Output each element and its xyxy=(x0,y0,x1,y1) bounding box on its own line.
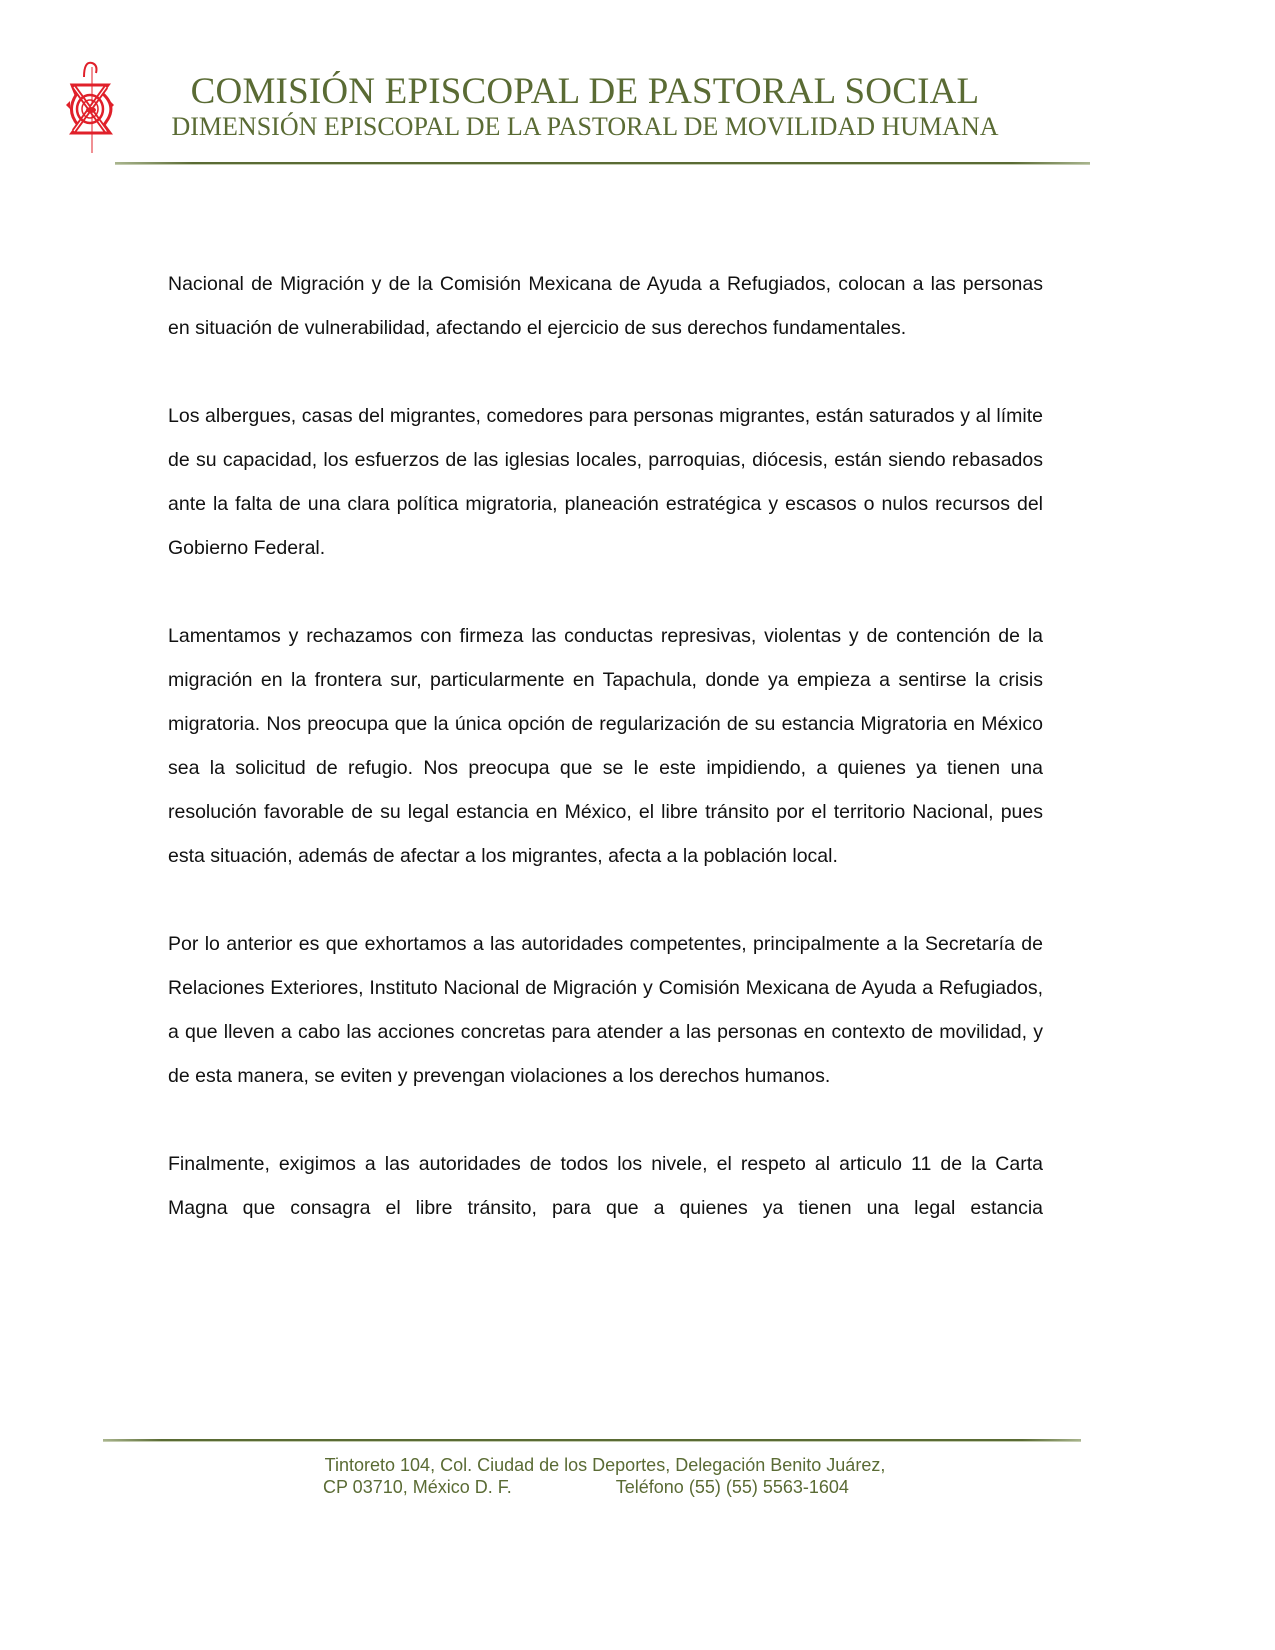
paragraph: Finalmente, exigimos a las autoridades de todos los nivele, el respeto al articulo 11 de la Carta Magna que consagra el libre tránsito, para que a quienes ya tienen una legal estancia xyxy=(168,1153,1043,1219)
footer-divider xyxy=(103,1439,1081,1442)
footer-line2 xyxy=(250,1476,950,1498)
header-divider xyxy=(115,162,1090,165)
paragraph: Por lo anterior es que exhortamos a las autoridades competentes, principalmente a la Secretaría de Relaciones Exteriores, Instituto Nacional de Migración y Comisión Mexicana de Ayuda a Refugiados, a que lleven a cabo las acciones concretas para atender a las personas en contexto de movilidad, y de esta manera, se eviten y prevengan violaciones a los derechos humanos. xyxy=(168,933,1043,1087)
footer-address-line1: Tintoreto 104, Col. Ciudad de los Deportes, Delegación Benito Juárez, xyxy=(324,1455,886,1475)
footer xyxy=(250,1454,950,1498)
document-body xyxy=(168,262,1043,1274)
paragraph: Los albergues, casas del migrantes, comedores para personas migrantes, están saturados y al límite de su capacidad, los esfuerzos de las iglesias locales, parroquias, diócesis, están siendo rebasados ante la falta de una clara política migratoria, planeación estratégica y escasos o nulos recursos del Gobierno Federal. xyxy=(168,405,1043,559)
paragraph: Lamentamos y rechazamos con firmeza las conductas represivas, violentas y de contención de la migración en la frontera sur, particularmente en Tapachula, donde ya empieza a sentirse la crisis migratoria. Nos preocupa que la única opción de regularización de su estancia Migratoria en México sea la solicitud de refugio. Nos preocupa que se le este impidiendo, a quienes ya tienen una resolución favorable de su legal estancia en México, el libre tránsito por el territorio Nacional, pues esta situación, además de afectar a los migrantes, afecta a la población local. xyxy=(168,625,1043,867)
header-subtitle: DIMENSIÓN EPISCOPAL DE LA PASTORAL DE MOVILIDAD HUMANA xyxy=(171,112,999,141)
paragraph: Nacional de Migración y de la Comisión Mexicana de Ayuda a Refugiados, colocan a las personas en situación de vulnerabilidad, afectando el ejercicio de sus derechos fundamentales. xyxy=(168,273,1043,339)
header-title: COMISIÓN EPISCOPAL DE PASTORAL SOCIAL xyxy=(190,71,980,112)
footer-address-line2: CP 03710, México D. F. xyxy=(323,1477,512,1497)
footer-phone: Teléfono (55) (55) 5563-1604 xyxy=(615,1477,849,1497)
